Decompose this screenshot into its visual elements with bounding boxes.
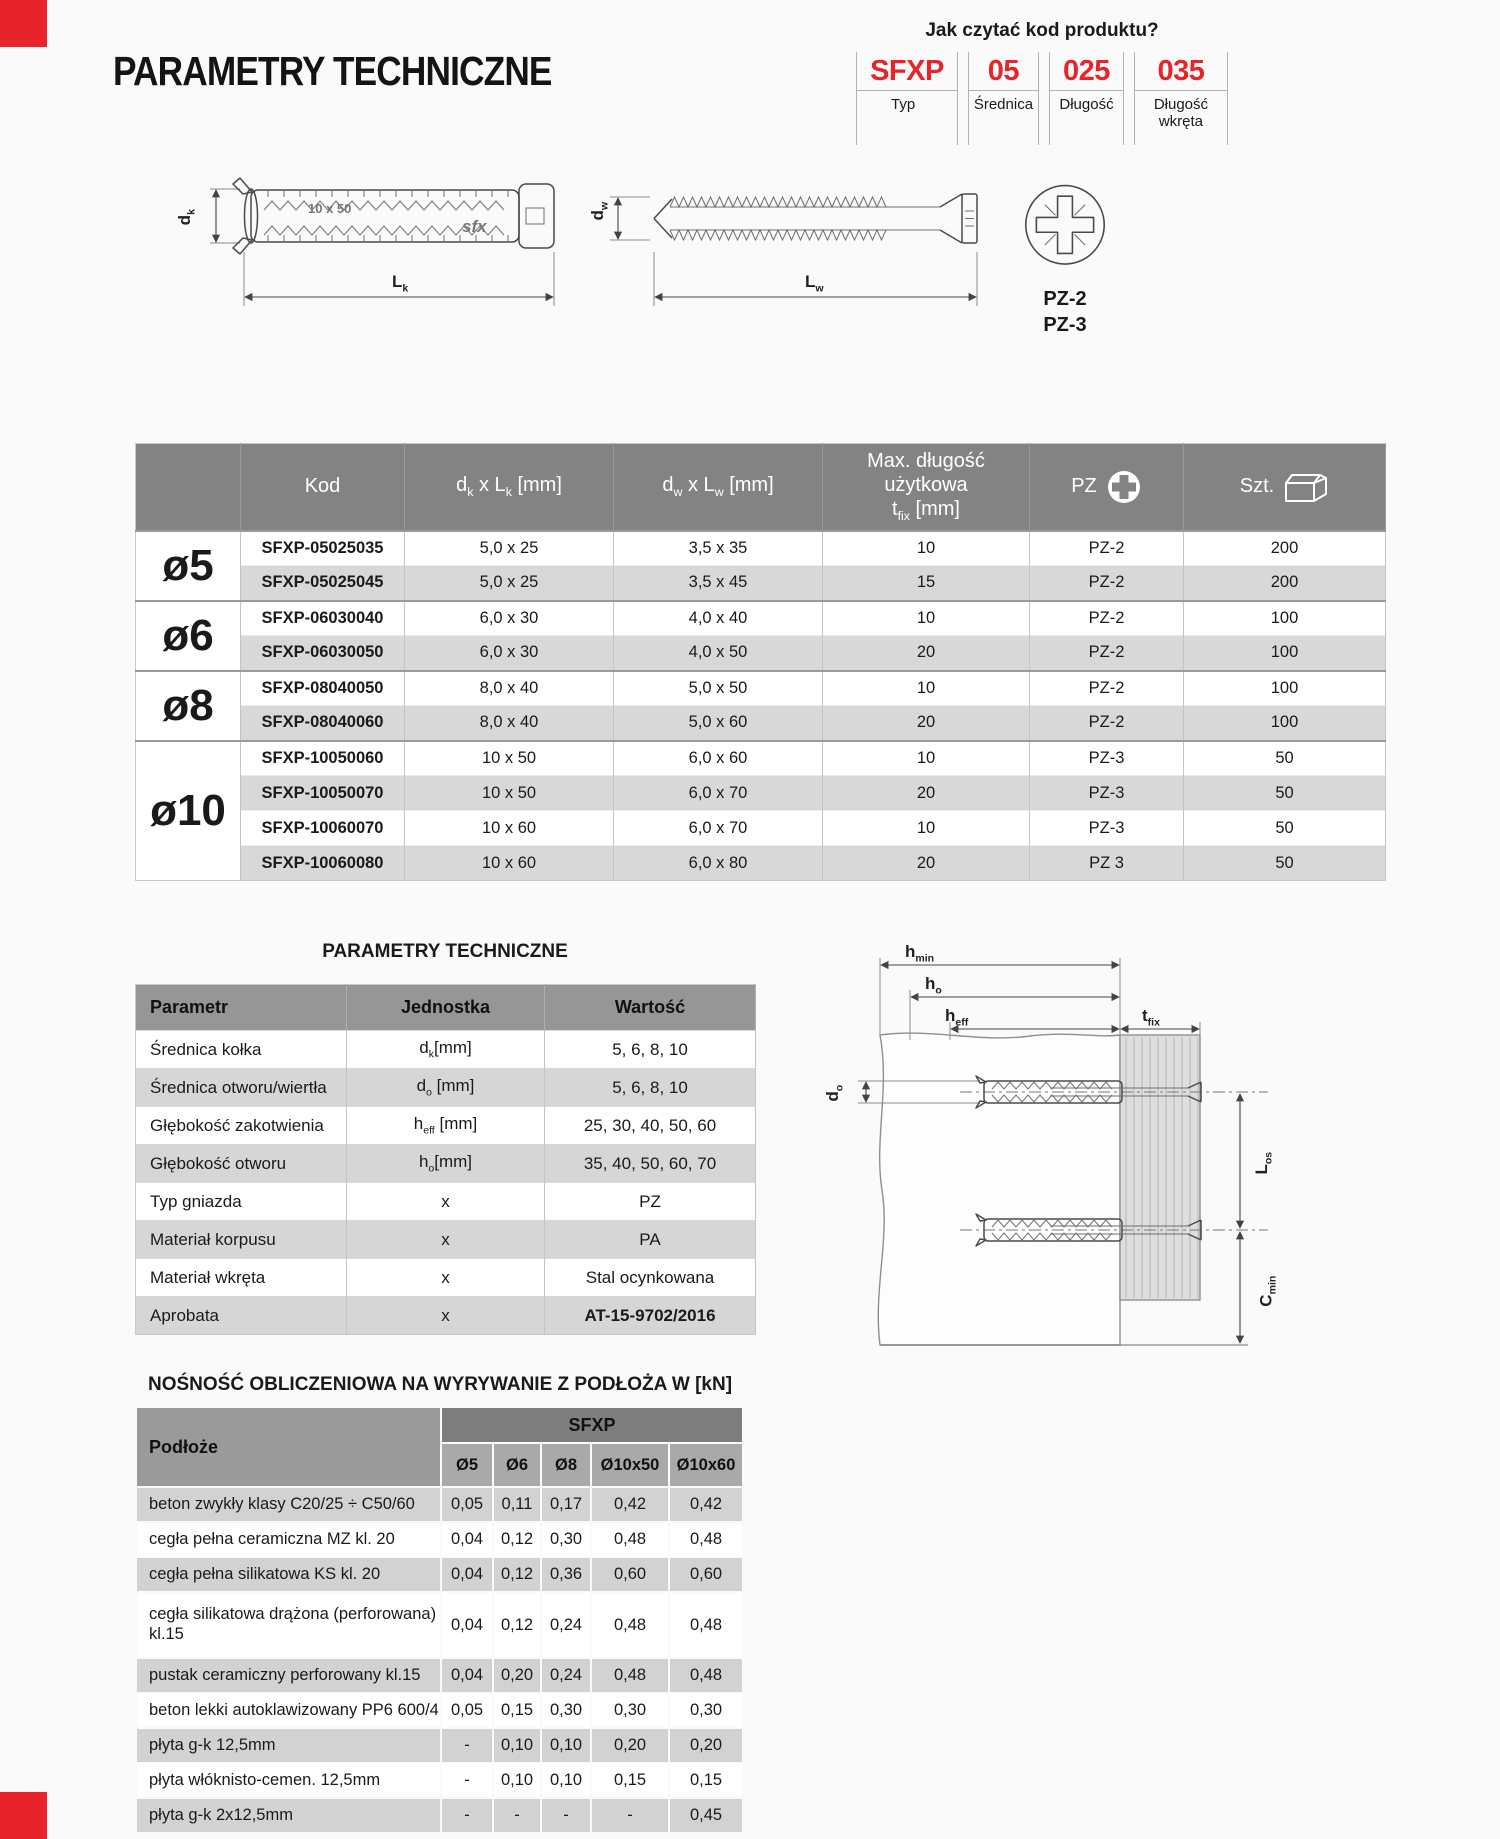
- cell-load-value: 0,48: [591, 1592, 669, 1658]
- cell-dk-lk: 10 x 50: [405, 741, 614, 776]
- pz3-label: PZ-3: [1043, 314, 1087, 336]
- plug-brand-marking: sfx: [462, 217, 487, 236]
- cell-szt: 50: [1184, 811, 1386, 846]
- pullout-load-table: [135, 1406, 744, 1834]
- cell-dk-lk: 5,0 x 25: [405, 531, 614, 566]
- page-title: PARAMETRY TECHNICZNE: [113, 48, 552, 94]
- red-corner-top-left: [0, 0, 47, 47]
- diameter-group-label: ø8: [136, 671, 241, 741]
- cell-load-value: 0,15: [493, 1693, 541, 1728]
- product-row: [136, 671, 1386, 706]
- code-segment: [856, 52, 958, 145]
- product-row: [136, 566, 1386, 601]
- cell-load-value: 0,05: [441, 1487, 493, 1522]
- cell-load-value: 0,48: [669, 1658, 743, 1693]
- substrate-row: [136, 1763, 743, 1798]
- szt-header-label: Szt.: [1239, 474, 1275, 497]
- substrate-row: [136, 1798, 743, 1833]
- cell-load-value: 0,60: [591, 1557, 669, 1592]
- cell-szt: 100: [1184, 671, 1386, 706]
- plug-body: [233, 178, 554, 254]
- ho-dim-label: $h_o$: [925, 974, 942, 997]
- cell-kod: SFXP-10050070: [241, 776, 405, 811]
- cell-pz: PZ-3: [1030, 741, 1184, 776]
- cell-parametr: Średnica otworu/wiertła: [136, 1069, 347, 1107]
- cell-load-value: 0,24: [541, 1592, 591, 1658]
- cell-szt: 200: [1184, 566, 1386, 601]
- cell-load-value: 0,30: [541, 1693, 591, 1728]
- code-segment-label: Długość wkręta: [1153, 96, 1209, 130]
- cell-pz: PZ-2: [1030, 566, 1184, 601]
- plug-size-marking: 10 x 50: [308, 201, 352, 216]
- cell-load-value: 0,24: [541, 1658, 591, 1693]
- load-header-row-1: [136, 1407, 743, 1443]
- cell-substrate: cegła silikatowa drążona (perforowana) kl.15: [136, 1592, 441, 1658]
- cell-dw-lw: 6,0 x 70: [614, 811, 823, 846]
- cell-szt: 100: [1184, 706, 1386, 741]
- cell-dw-lw: 6,0 x 70: [614, 776, 823, 811]
- cell-pz: PZ 3: [1030, 846, 1184, 881]
- main-header-pz: [1030, 444, 1184, 531]
- cell-tfix: 10: [823, 671, 1030, 706]
- cell-load-value: 0,10: [493, 1728, 541, 1763]
- params-header-row: [136, 985, 756, 1031]
- cell-jednostka: $d_o$ [mm]: [347, 1069, 545, 1107]
- cell-load-value: 0,48: [591, 1658, 669, 1693]
- cell-dw-lw: 5,0 x 50: [614, 671, 823, 706]
- main-header-kod: Kod: [241, 444, 405, 531]
- params-header-jednostka: Jednostka: [347, 985, 545, 1031]
- cell-tfix: 20: [823, 636, 1030, 671]
- code-segment-label: Średnica: [973, 96, 1034, 113]
- cell-load-value: 0,20: [493, 1658, 541, 1693]
- substrate-row: [136, 1658, 743, 1693]
- load-header-size: Ø5: [441, 1443, 493, 1487]
- cell-dk-lk: 6,0 x 30: [405, 636, 614, 671]
- cell-load-value: 0,48: [669, 1592, 743, 1658]
- pozidriv-symbol: [1012, 176, 1118, 280]
- substrate-row: [136, 1522, 743, 1557]
- cell-load-value: 0,30: [669, 1693, 743, 1728]
- cell-pz: PZ-2: [1030, 636, 1184, 671]
- cell-wartosc: PA: [545, 1221, 756, 1259]
- main-header-szt: [1184, 444, 1386, 531]
- cell-substrate: beton zwykły klasy C20/25 ÷ C50/60: [136, 1487, 441, 1522]
- cell-dk-lk: 6,0 x 30: [405, 601, 614, 636]
- cell-wartosc: 35, 40, 50, 60, 70: [545, 1145, 756, 1183]
- cell-dk-lk: 10 x 60: [405, 811, 614, 846]
- code-segment-value: 035: [1135, 52, 1227, 91]
- product-table: [135, 443, 1386, 881]
- cell-load-value: -: [493, 1798, 541, 1833]
- product-row: [136, 531, 1386, 566]
- params-header-wartosc: Wartość: [545, 985, 756, 1031]
- cell-substrate: cegła pełna ceramiczna MZ kl. 20: [136, 1522, 441, 1557]
- cell-dw-lw: 4,0 x 50: [614, 636, 823, 671]
- plug-technical-drawing: [180, 166, 580, 336]
- cell-tfix: 10: [823, 531, 1030, 566]
- cell-jednostka: x: [347, 1297, 545, 1335]
- cell-load-value: 0,10: [541, 1728, 591, 1763]
- cell-wartosc: AT-15-9702/2016: [545, 1297, 756, 1335]
- cell-kod: SFXP-06030040: [241, 601, 405, 636]
- cell-load-value: -: [441, 1763, 493, 1798]
- code-segment: [1134, 52, 1228, 145]
- parameter-row: [136, 1069, 756, 1107]
- pz-header-label: PZ: [1071, 474, 1097, 497]
- cell-load-value: 0,05: [441, 1693, 493, 1728]
- load-table-title: NOŚNOŚĆ OBLICZENIOWA NA WYRYWANIE Z PODŁOŻA W [kN]: [147, 1374, 733, 1395]
- cell-load-value: 0,04: [441, 1658, 493, 1693]
- cell-wartosc: Stal ocynkowana: [545, 1259, 756, 1297]
- cell-dw-lw: 6,0 x 80: [614, 846, 823, 881]
- cell-szt: 200: [1184, 531, 1386, 566]
- diameter-group-label: ø6: [136, 601, 241, 671]
- cell-parametr: Głębokość otworu: [136, 1145, 347, 1183]
- fixture-panel: [1120, 1035, 1200, 1300]
- los-dim-label: $L_{os}$: [1252, 1151, 1275, 1175]
- cell-kod: SFXP-10060080: [241, 846, 405, 881]
- cell-load-value: 0,30: [541, 1522, 591, 1557]
- cell-szt: 100: [1184, 601, 1386, 636]
- cell-load-value: 0,10: [493, 1763, 541, 1798]
- substrate-row: [136, 1487, 743, 1522]
- parameter-row: [136, 1145, 756, 1183]
- plug-diameter-dim-label: $d_k$: [174, 209, 198, 226]
- product-row: [136, 846, 1386, 881]
- cell-szt: 50: [1184, 846, 1386, 881]
- parameters-table: [135, 984, 756, 1335]
- main-header-dk-lk: $d_k$ x $L_k$ [mm]: [405, 444, 614, 531]
- product-row: [136, 706, 1386, 741]
- base-material-section: [878, 1033, 1120, 1345]
- substrate-row: [136, 1728, 743, 1763]
- parameter-row: [136, 1031, 756, 1069]
- cell-load-value: 0,15: [669, 1763, 743, 1798]
- product-row: [136, 776, 1386, 811]
- cell-load-value: 0,42: [591, 1487, 669, 1522]
- cell-load-value: -: [441, 1798, 493, 1833]
- cell-load-value: 0,20: [669, 1728, 743, 1763]
- cell-dw-lw: 4,0 x 40: [614, 601, 823, 636]
- cell-wartosc: 25, 30, 40, 50, 60: [545, 1107, 756, 1145]
- substrate-row: [136, 1693, 743, 1728]
- parameter-row: [136, 1107, 756, 1145]
- cell-load-value: 0,04: [441, 1592, 493, 1658]
- cell-tfix: 10: [823, 601, 1030, 636]
- cell-jednostka: x: [347, 1221, 545, 1259]
- cell-load-value: 0,42: [669, 1487, 743, 1522]
- cell-tfix: 20: [823, 706, 1030, 741]
- cell-load-value: 0,30: [591, 1693, 669, 1728]
- cell-substrate: płyta włóknisto-cemen. 12,5mm: [136, 1763, 441, 1798]
- cell-kod: SFXP-08040050: [241, 671, 405, 706]
- cell-pz: PZ-3: [1030, 776, 1184, 811]
- cell-load-value: 0,12: [493, 1557, 541, 1592]
- cell-dw-lw: 3,5 x 35: [614, 531, 823, 566]
- cell-tfix: 20: [823, 776, 1030, 811]
- plug-length-dim-label: $L_k$: [392, 272, 409, 295]
- cell-szt: 50: [1184, 741, 1386, 776]
- cell-tfix: 20: [823, 846, 1030, 881]
- code-segment-value: 05: [969, 52, 1038, 91]
- packaging-box-icon: [1283, 469, 1329, 505]
- cell-load-value: 0,36: [541, 1557, 591, 1592]
- cell-load-value: 0,48: [669, 1522, 743, 1557]
- cell-load-value: 0,17: [541, 1487, 591, 1522]
- parameter-row: [136, 1259, 756, 1297]
- cell-load-value: 0,48: [591, 1522, 669, 1557]
- product-row: [136, 811, 1386, 846]
- product-row: [136, 741, 1386, 776]
- cell-tfix: 15: [823, 566, 1030, 601]
- cell-jednostka: x: [347, 1259, 545, 1297]
- cell-parametr: Materiał wkręta: [136, 1259, 347, 1297]
- cell-load-value: 0,45: [669, 1798, 743, 1833]
- hmin-dim-label: $h_{min}$: [905, 942, 935, 965]
- cell-load-value: 0,10: [541, 1763, 591, 1798]
- cell-kod: SFXP-10050060: [241, 741, 405, 776]
- cell-dk-lk: 5,0 x 25: [405, 566, 614, 601]
- cell-dk-lk: 8,0 x 40: [405, 706, 614, 741]
- cell-tfix: 10: [823, 811, 1030, 846]
- cell-jednostka: $h_{eff}$ [mm]: [347, 1107, 545, 1145]
- cell-szt: 100: [1184, 636, 1386, 671]
- screw-technical-drawing: [592, 166, 1004, 336]
- cell-load-value: 0,11: [493, 1487, 541, 1522]
- cell-load-value: 0,15: [591, 1763, 669, 1798]
- cell-parametr: Materiał korpusu: [136, 1221, 347, 1259]
- code-segment: [968, 52, 1039, 145]
- cell-wartosc: 5, 6, 8, 10: [545, 1069, 756, 1107]
- load-header-sfxp: SFXP: [441, 1407, 743, 1443]
- product-row: [136, 636, 1386, 671]
- parameter-row: [136, 1221, 756, 1259]
- cell-jednostka: $h_o[mm]$: [347, 1145, 545, 1183]
- cell-kod: SFXP-10060070: [241, 811, 405, 846]
- heff-dim-label: $h_{eff}$: [945, 1006, 969, 1029]
- cell-parametr: Typ gniazda: [136, 1183, 347, 1221]
- code-guide-segments: [852, 52, 1232, 145]
- load-header-size: Ø8: [541, 1443, 591, 1487]
- cell-substrate: beton lekki autoklawizowany PP6 600/4: [136, 1693, 441, 1728]
- load-header-substrate: Podłoże: [136, 1407, 441, 1487]
- cell-load-value: 0,04: [441, 1522, 493, 1557]
- parameter-row: [136, 1297, 756, 1335]
- cell-parametr: Aprobata: [136, 1297, 347, 1335]
- cell-pz: PZ-2: [1030, 706, 1184, 741]
- code-segment-value: SFXP: [857, 52, 957, 91]
- cell-parametr: Głębokość zakotwienia: [136, 1107, 347, 1145]
- main-table-header-row: [136, 444, 1386, 531]
- cell-load-value: -: [441, 1728, 493, 1763]
- substrate-row: [136, 1557, 743, 1592]
- cell-dw-lw: 3,5 x 45: [614, 566, 823, 601]
- pozidriv-icon: [1106, 469, 1142, 505]
- red-corner-bottom-left: [0, 1792, 47, 1839]
- cell-pz: PZ-2: [1030, 671, 1184, 706]
- screw-length-dim-label: $L_w$: [805, 272, 824, 295]
- code-guide-question: Jak czytać kod produktu?: [925, 20, 1159, 41]
- cell-dk-lk: 10 x 60: [405, 846, 614, 881]
- main-header-empty: [136, 444, 241, 531]
- code-segment-value: 025: [1050, 52, 1123, 91]
- diameter-group-label: ø5: [136, 531, 241, 601]
- cell-kod: SFXP-08040060: [241, 706, 405, 741]
- diameter-group-label: ø10: [136, 741, 241, 881]
- cell-kod: SFXP-05025035: [241, 531, 405, 566]
- cell-tfix: 10: [823, 741, 1030, 776]
- cell-load-value: -: [541, 1798, 591, 1833]
- params-table-title: PARAMETRY TECHNICZNE: [322, 941, 568, 962]
- cell-substrate: pustak ceramiczny perforowany kl.15: [136, 1658, 441, 1693]
- cell-kod: SFXP-05025045: [241, 566, 405, 601]
- cell-substrate: cegła pełna silikatowa KS kl. 20: [136, 1557, 441, 1592]
- substrate-row: [136, 1592, 743, 1658]
- cell-substrate: płyta g-k 12,5mm: [136, 1728, 441, 1763]
- product-row: [136, 601, 1386, 636]
- load-header-size: Ø10x50: [591, 1443, 669, 1487]
- cell-dk-lk: 10 x 50: [405, 776, 614, 811]
- cell-dk-lk: 8,0 x 40: [405, 671, 614, 706]
- cell-dw-lw: 5,0 x 60: [614, 706, 823, 741]
- code-segment-label: Długość: [1059, 96, 1114, 113]
- cell-parametr: Średnica kołka: [136, 1031, 347, 1069]
- load-header-size: Ø10x60: [669, 1443, 743, 1487]
- screw-body: [654, 194, 977, 243]
- tfix-dim-label: $t_{fix}$: [1142, 1006, 1160, 1029]
- cell-load-value: 0,04: [441, 1557, 493, 1592]
- cell-jednostka: x: [347, 1183, 545, 1221]
- cell-load-value: 0,20: [591, 1728, 669, 1763]
- cell-wartosc: 5, 6, 8, 10: [545, 1031, 756, 1069]
- cell-dw-lw: 6,0 x 60: [614, 741, 823, 776]
- screw-diameter-dim-label: $d_w$: [588, 201, 611, 221]
- main-header-tfix: Max. długość użytkowa $t_{fix}$ [mm]: [823, 444, 1030, 531]
- pz2-label: PZ-2: [1043, 288, 1087, 310]
- cell-szt: 50: [1184, 776, 1386, 811]
- cell-substrate: płyta g-k 2x12,5mm: [136, 1798, 441, 1833]
- cell-kod: SFXP-06030050: [241, 636, 405, 671]
- cell-jednostka: $d_k[mm]$: [347, 1031, 545, 1069]
- cell-wartosc: PZ: [545, 1183, 756, 1221]
- cell-load-value: 0,12: [493, 1522, 541, 1557]
- load-header-size: Ø6: [493, 1443, 541, 1487]
- do-dim-label: $d_o$: [823, 1084, 846, 1102]
- code-segment-label: Typ: [890, 96, 916, 113]
- cell-load-value: 0,60: [669, 1557, 743, 1592]
- code-segment: [1049, 52, 1124, 145]
- parameter-row: [136, 1183, 756, 1221]
- cell-pz: PZ-2: [1030, 531, 1184, 566]
- main-header-dw-lw: $d_w$ x $L_w$ [mm]: [614, 444, 823, 531]
- cell-pz: PZ-2: [1030, 601, 1184, 636]
- cell-load-value: 0,12: [493, 1592, 541, 1658]
- product-code-guide: [852, 20, 1232, 145]
- params-header-parametr: Parametr: [136, 985, 347, 1031]
- cell-load-value: -: [591, 1798, 669, 1833]
- cmin-dim-label: $C_{min}$: [1256, 1275, 1279, 1307]
- cell-pz: PZ-3: [1030, 811, 1184, 846]
